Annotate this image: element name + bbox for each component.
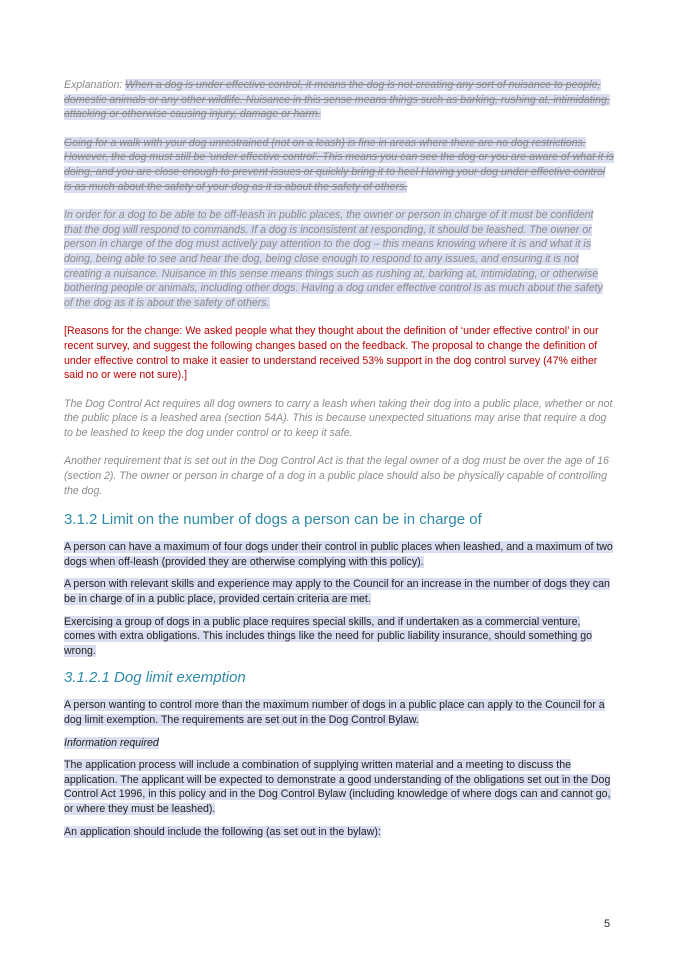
explanation-label: Explanation: (64, 79, 123, 91)
limit-paragraph-1 (64, 540, 614, 569)
act-leash-paragraph: The Dog Control Act requires all dog owners to carry a leash when taking their dog into a public place, whether or not the public place is a leashed area (section 54A). This is because unexpected situations may arise that require a dog to be leashed to keep the dog under control or to keep it safe. (64, 397, 613, 439)
exempt-paragraph-2 (64, 758, 614, 816)
heading-3-1-2: 3.1.2 Limit on the number of dogs a person can be in charge of (64, 511, 482, 529)
act-age-paragraph: Another requirement that is set out in the Dog Control Act is that the legal owner of a dog must be over the age of 16 (section 2). The owner or person in charge of a dog in a public place should also be physically capable of controlling the dog. (64, 455, 609, 497)
exempt-text-3: An application should include the following (as set out in the bylaw): (64, 825, 381, 838)
limit-text-2: A person with relevant skills and experience may apply to the Council for an increase in the number of dogs they can be in charge of in a public place, provided certain criteria are met. (64, 578, 610, 606)
offleash-new-text: In order for a dog to be able to be off-leash in public places, the owner or person in charge of it must be confident that the dog will respond to commands. If a dog is inconsistent at responding, it should be leashed. The owner or person in charge of the dog must actively pay attention to the dog – this means knowing where it is and what it is doing, being able to see and hear the dog, being close enough to respond to any issues, and ensuring it is not creating a nuisance. Nuisance in this sense means things such as rushing at, barking at, intimidating, or otherwise bothering people or animals, including other dogs. Having a dog under effective control is as much about the safety of the dog as it is about the safety of others. (64, 209, 603, 309)
info-required-text: Information required (64, 736, 159, 749)
explanation-struck-text: When a dog is under effective control, it means the dog is not creating any sort of nuisance to people, domestic animals or any other wildlife. Nuisance in this sense means things such as barking, rushing at, intimidating, attacking or otherwise causing injury, damage or harm. (64, 79, 610, 121)
exempt-text-2: The application process will include a combination of supplying written material and a meeting to discuss the application. The applicant will be expected to demonstrate a good understanding of the obligations set out in the Dog Control Act 1996, in this policy and in the Dog Control Bylaw (including knowledge of where dogs can and cannot go, or where they must be leashed). (64, 759, 611, 815)
document-page (64, 78, 614, 839)
page-number: 5 (604, 918, 611, 930)
exempt-text-1: A person wanting to control more than the maximum number of dogs in a public place can apply to the Council for a dog limit exemption. The requirements are set out in the Dog Control Bylaw. (64, 699, 605, 726)
offleash-paragraph (64, 208, 614, 310)
info-required-subheading (64, 736, 614, 751)
limit-text-3: Exercising a group of dogs in a public place requires special skills, and if undertaken as a commercial venture, comes with extra obligations. This includes things like the need for public liability insurance, should something go wrong. (64, 615, 593, 657)
explanation-paragraph (64, 78, 614, 122)
walking-struck-text: Going for a walk with your dog unrestrained (not on a leash) is fine in areas where there are no dog restrictions. However, the dog must still be 'under effective control'. This means you can see the dog or you are aware of what it is doing, and you are close enough to prevent issues or quickly bring it to heel Having your dog under effective control is as much about the safety of your dog as it is about the safety of others. (64, 136, 614, 193)
walking-paragraph (64, 136, 614, 194)
reasons-paragraph: [Reasons for the change: We asked people what they thought about the definition of ‘under effective control’ in our recent survey, and suggest the following changes based on the feedback. The proposal to change the definition of under effective control to make it easier to understand received 53% support in the dog control survey (47% either said no or were not sure).] (64, 325, 599, 382)
limit-paragraph-2 (64, 577, 614, 606)
heading-3-1-2-1: 3.1.2.1 Dog limit exemption (64, 669, 246, 687)
limit-text-1: A person can have a maximum of four dogs under their control in public places when leashed, and a maximum of two dogs when off-leash (provided they are otherwise complying with this policy). (64, 541, 613, 568)
limit-paragraph-3 (64, 615, 614, 659)
exempt-paragraph-3 (64, 825, 614, 840)
exempt-paragraph-1 (64, 698, 614, 727)
